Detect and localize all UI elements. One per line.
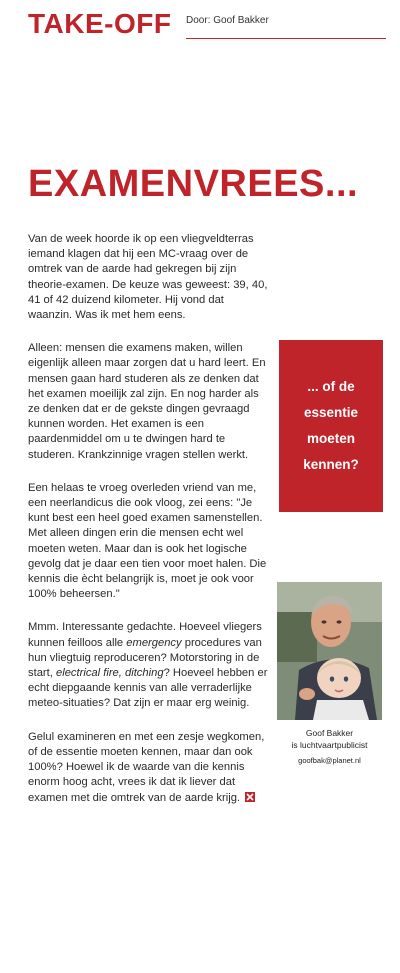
pull-quote-line: kennen?: [303, 457, 359, 472]
paragraph-text: Mmm. Interessante gedachte. Hoeveel vliegers kunnen feilloos alle: [28, 621, 262, 649]
pull-quote-line: moeten: [306, 431, 355, 446]
italic-text: electrical fire, ditching: [55, 667, 164, 680]
article-body: [28, 232, 268, 825]
article-paragraph: [28, 232, 268, 323]
article-paragraph: [28, 730, 268, 807]
paragraph-text: procedures van hun vliegtuig reproduceren? Motorstoring in de start,: [28, 636, 262, 680]
article-paragraph: [28, 481, 268, 603]
pull-quote-line: ... of de: [307, 379, 355, 394]
author-photo-illustration: [277, 582, 382, 720]
byline: Door: Goof Bakker: [186, 15, 269, 26]
paragraph-text: Gelul examineren en met een zesje wegkomen, of de essentie moeten kennen, maar dan ook 100%? Hoewel ik de waarde van die kennis enorm hoog acht, vrees ik dat ik liever dat examen met die omtrek van de aarde krijg.: [28, 730, 265, 804]
header-rule: [186, 38, 386, 39]
italic-text: emergency: [126, 636, 182, 649]
author-email: goofbak@planet.nl: [298, 756, 361, 765]
page-header: [28, 6, 386, 42]
author-caption: [277, 727, 382, 767]
article-headline: EXAMENVREES...: [28, 163, 359, 205]
author-role: is luchtvaartpublicist: [291, 740, 368, 750]
pull-quote: [279, 340, 383, 512]
article-paragraph: [28, 620, 268, 711]
paragraph-text: Alleen: mensen die examens maken, willen eigenlijk alleen maar zorgen dat u hard leert. En mensen gaan hard studeren als ze denken dat het examen moeilijk zal zijn. En nog harder als ze denken dat er de gekste dingen gevraagd kunnen worden. Het examen is een paardenmiddel om u te dwingen hard te studeren. Krankzinnige vragen stellen werkt.: [28, 342, 266, 461]
section-title: TAKE-OFF: [28, 8, 172, 39]
article-paragraph: [28, 341, 268, 463]
paragraph-text: Van de week hoorde ik op een vliegveldterras iemand klagen dat hij een MC-vraag over de omtrek van de aarde had gekregen bij zijn theorie-examen. De keuze was geweest: 39, 40, 41 of 42 duizend kilometer. Hij vond dat waanzin. Was ik met hem eens.: [28, 233, 268, 322]
pull-quote-line: essentie: [303, 405, 359, 420]
paragraph-text: Een helaas te vroeg overleden vriend van me, een neerlandicus die ook vloog, zei eens: "Je kunt best een heel goed examen samenstellen. Met alleen dingen erin die mensen echt wel moeten weten. Maar dan is ook het logische gevolg dat je daar een tien voor moet halen. Die kennis die ècht belangrijk is, moet je ook voor 100% beheersen.": [28, 481, 267, 601]
author-name: Goof Bakker: [305, 728, 354, 738]
paragraph-text: ? Hoeveel hebben er echt diepgaande kennis van alle verraderlijke meteo-situaties? Dat zijn er maar erg weinig.: [28, 667, 268, 710]
end-mark-icon: [245, 792, 255, 807]
author-photo: [277, 582, 382, 720]
